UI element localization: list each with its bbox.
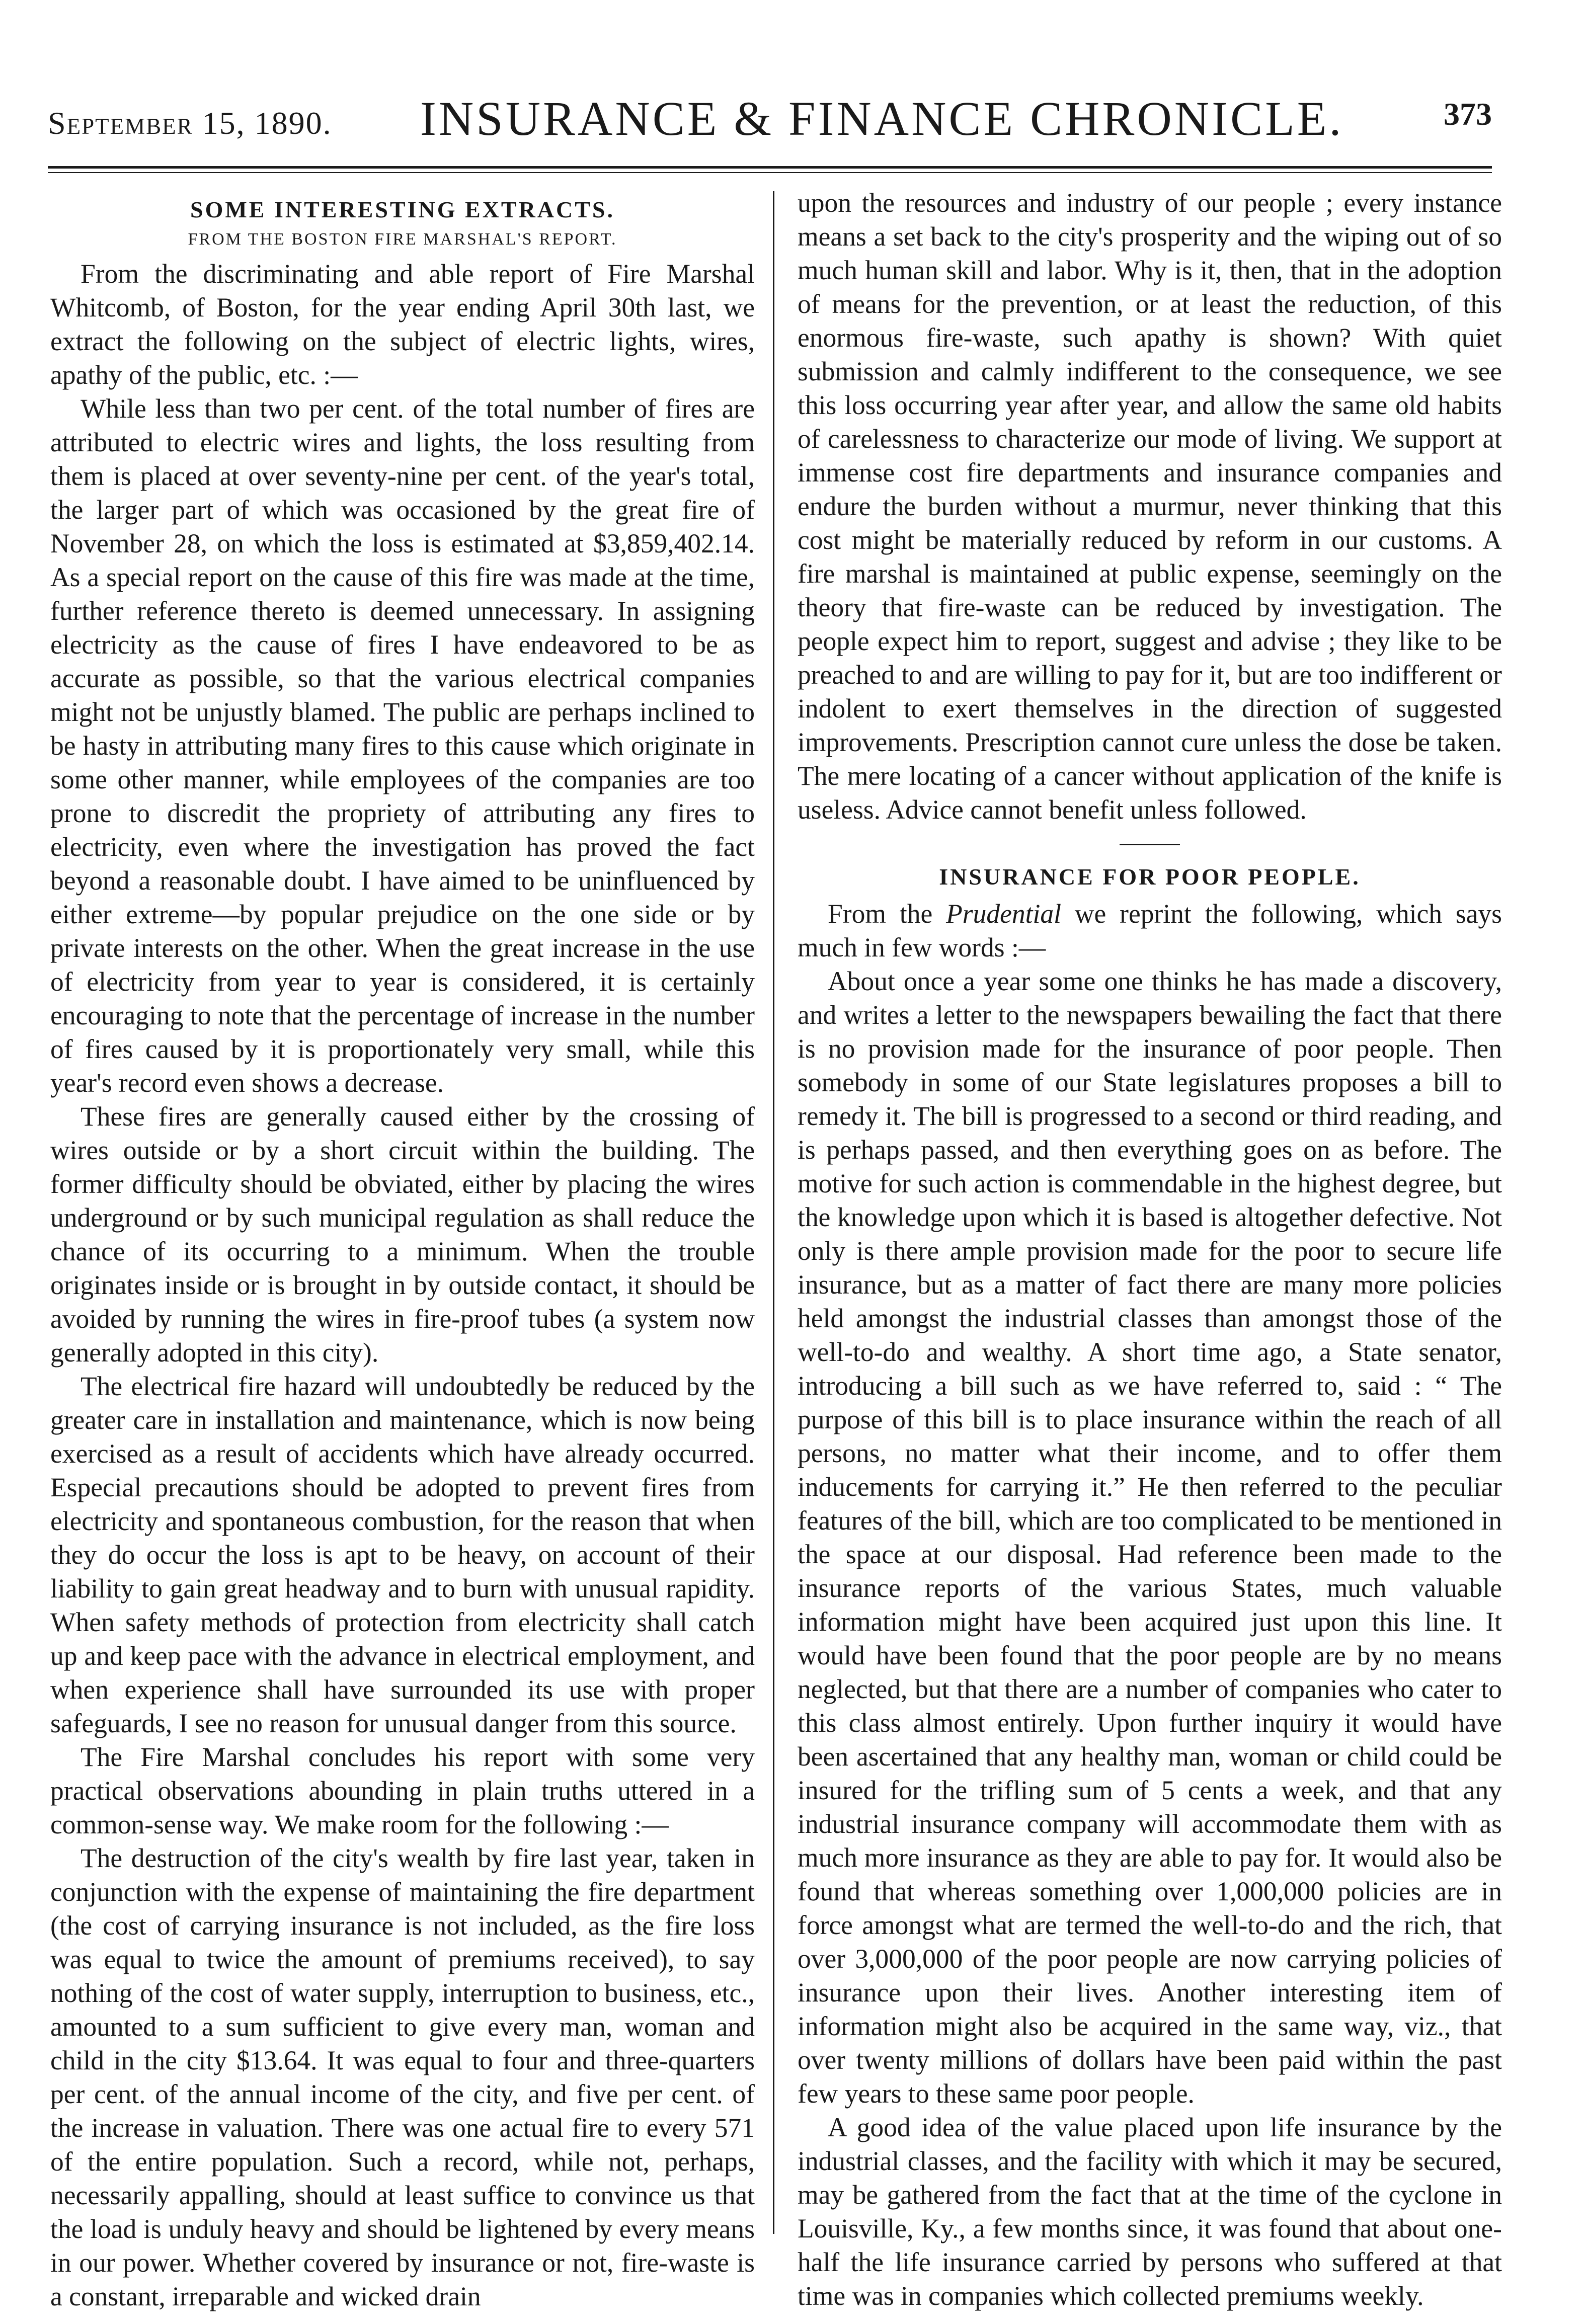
- article-intro: [798, 897, 1502, 965]
- article-paragraph: The destruction of the city's wealth by fire last year, taken in conjunction with the expense of maintaining the fire department (the cost of carrying insurance is not included, as the fire loss was equal to twice the amount of premiums received), to say nothing of the cost of water supply, interruption to business, etc., amounted to a sum sufficient to give every man, woman and child in the city $13.64. It was equal to four and three-quarters per cent. of the annual income of the city, and five per cent. of the increase in valuation. There was one actual fire to every 571 of the entire population. Such a record, while not, perhaps, necessarily appalling, should at least suffice to convince us that the load is unduly heavy and should be lightened by every means in our power. Whether covered by insurance or not, fire-waste is a constant, irreparable and wicked drain: [50, 1843, 755, 2311]
- right-column: [798, 186, 1502, 2313]
- page-number: 373: [1444, 96, 1492, 132]
- publication-title: INSURANCE & FINANCE CHRONICLE.: [420, 92, 1344, 145]
- header-rule-thin: [48, 172, 1492, 173]
- article-paragraph: These fires are generally caused either by the crossing of wires outside or by a short circuit within the building. The former difficulty should be obviated, either by placing the wires underground or by such municipal regulation as shall reduce the chance of its occurring to a minimum. When the trouble originates inside or is brought in by outside contact, it should be avoided by running the wires in fire-proof tubes (a system now generally adopted in this city).: [50, 1101, 755, 1368]
- article-paragraph: While less than two per cent. of the total number of fires are attributed to electric wires and lights, the loss resulting from them is placed at over seventy-nine per cent. of the year's total, the larger part of which was occasioned by the great fire of November 28, on which the loss is estimated at $3,859,402.14. As a special report on the cause of this fire was made at the time, further reference thereto is deemed unnecessary. In assigning electricity as the cause of fires I have endeavored to be as accurate as possible, so that the various electrical companies might not be unjustly blamed. The public are perhaps inclined to be hasty in attributing many fires to this cause which originate in some other manner, while employees of the companies are too prone to discredit the propriety of attributing any fires to electricity, even where the investigation has proved the fact beyond a reasonable doubt. I have aimed to be uninfluenced by either extreme—by popular prejudice on the one side or by private interests on the other. When the great increase in the use of electricity from year to year is considered, it is certainly encouraging to note that the percentage of increase in the number of fires caused by it is proportionately very small, while this year's record even shows a decrease.: [50, 393, 755, 1098]
- article-continuation: upon the resources and industry of our people ; every instance means a set back to the city's prosperity and the wiping out of so much human skill and labor. Why is it, then, that in the adoption of means for the prevention, or at least the reduction, of this enormous fire-waste, such apathy is shown? With quiet submission and calmly indifferent to the consequence, we see this loss occurring year after year, and allow the same old habits of carelessness to characterize our mode of living. We support at immense cost fire departments and insurance companies and endure the burden without a murmur, never thinking that this cost might be materially reduced by reform in our customs. A fire marshal is maintained at public expense, seemingly on the theory that fire-waste can be reduced by investigation. The people expect him to report, suggest and advise ; they like to be preached to and are willing to pay for it, but are too indifferent or indolent to exert themselves in the direction of suggested improvements. Prescription cannot cure unless the dose be taken. The mere locating of a cancer without application of the knife is useless. Advice cannot benefit unless followed.: [798, 188, 1502, 825]
- article-title-poor-people: INSURANCE FOR POOR PEOPLE.: [939, 864, 1361, 890]
- column-divider: [773, 191, 774, 2234]
- article-separator: [1120, 844, 1180, 845]
- article-title-extracts: SOME INTERESTING EXTRACTS.: [190, 197, 615, 222]
- article-paragraph: A good idea of the value placed upon life insurance by the industrial classes, and the facility with which it may be secured, may be gathered from the fact that at the time of the cyclone in Louisville, Ky., a few months since, it was found that about one-half the life insurance carried by persons who suffered at that time was in companies which collected premiums weekly.: [798, 2112, 1502, 2311]
- source-publication: Prudential: [946, 899, 1061, 929]
- page-header: [48, 81, 1492, 176]
- intro-text-after: we reprint the following, which says much in few words :—: [798, 899, 1502, 963]
- header-rule: [48, 166, 1492, 169]
- intro-text-before: From the: [828, 899, 946, 929]
- article-paragraph: About once a year some one thinks he has made a discovery, and writes a letter to the newspapers bewailing the fact that there is no provision made for the insurance of poor people. Then somebody in some of our State legislatures proposes a bill to remedy it. The bill is progressed to a second or third reading, and is perhaps passed, and then everything goes on as before. The motive for such action is commendable in the highest degree, but the knowledge upon which it is based is altogether defective. Not only is there ample provision made for the poor to secure life insurance, but as a matter of fact there are many more policies held amongst the industrial classes than amongst those of the well-to-do and wealthy. A short time ago, a State senator, introducing a bill such as we have referred to, said : “ The purpose of this bill is to place insurance within the reach of all persons, no matter what their income, and to offer them inducements for carrying it.” He then referred to the peculiar features of the bill, which are too complicated to be mentioned in the space at our disposal. Had reference been made to the insurance reports of the various States, much valuable information might have been acquired just upon this line. It would have been found that the poor people are by no means neglected, but that there are a number of companies who cater to this class almost entirely. Upon further inquiry it would have been ascertained that any healthy man, woman or child could be insured for the trifling sum of 5 cents a week, and that any industrial insurance company will accommodate them with as much more insurance as they are able to pay for. It would also be found that whereas something over 1,000,000 policies are in force amongst what are termed the well-to-do and the rich, that over 3,000,000 of the poor people are now carrying policies of insurance upon their lives. Another interesting item of information might also be acquired in the same way, viz., that over twenty millions of dollars have been paid within the past few years to these same poor people.: [798, 966, 1502, 2109]
- article-paragraph: The electrical fire hazard will undoubtedly be reduced by the greater care in installation and maintenance, which is now being exercised as a result of accidents which have already occurred. Especial precautions should be adopted to prevent fires from electricity and spontaneous combustion, for the reason that when they do occur the loss is apt to be heavy, on account of their liability to gain great headway and to burn with unusual rapidity. When safety methods of protection from electricity shall catch up and keep pace with the advance in electrical employment, and when experience shall have surrounded its use with proper safeguards, I see no reason for unusual danger from this source.: [50, 1371, 755, 1738]
- issue-date: September 15, 1890.: [48, 105, 332, 141]
- article-subtitle-extracts: FROM THE BOSTON FIRE MARSHAL'S REPORT.: [188, 230, 617, 249]
- article-paragraph: From the discriminating and able report of Fire Marshal Whitcomb, of Boston, for the year ending April 30th last, we extract the following on the subject of electric lights, wires, apathy of the public, etc. :—: [50, 259, 755, 390]
- left-column: [50, 186, 755, 2313]
- article-paragraph: The Fire Marshal concludes his report with some very practical observations abounding in plain truths uttered in a common-sense way. We make room for the following :—: [50, 1742, 755, 1839]
